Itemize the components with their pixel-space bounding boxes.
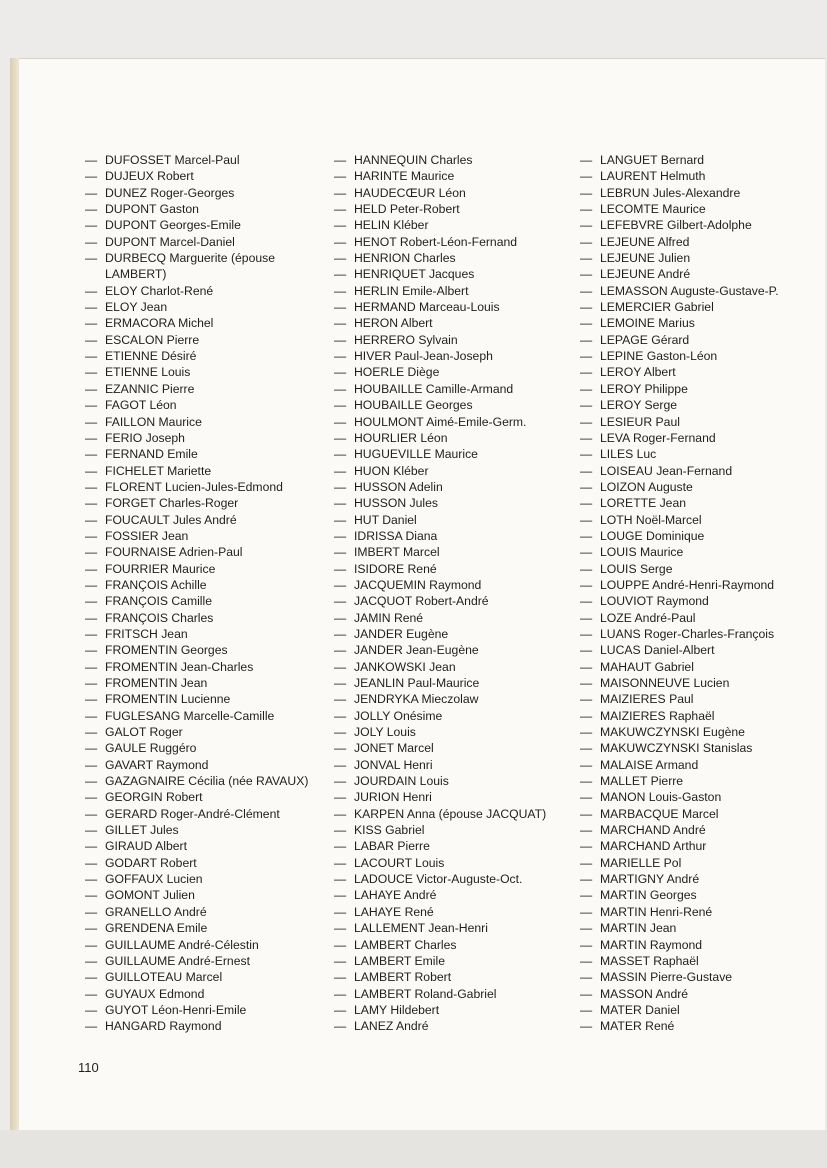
list-item: — LEMASSON Auguste-Gustave-P. [580,283,820,299]
list-item: — DUJEUX Robert [85,168,325,184]
list-item: — LAMBERT Roland-Gabriel [334,986,574,1002]
list-item: — LADOUCE Victor-Auguste-Oct. [334,871,574,887]
list-item: — HIVER Paul-Jean-Joseph [334,348,574,364]
list-item: — GUYAUX Edmond [85,986,325,1002]
list-item: — HERLIN Emile-Albert [334,283,574,299]
list-item: — LEROY Serge [580,397,820,413]
list-item: — ELOY Jean [85,299,325,315]
list-item: — FUGLESANG Marcelle-Camille [85,708,325,724]
list-item: — HOERLE Diège [334,364,574,380]
list-item: — LUCAS Daniel-Albert [580,642,820,658]
name-list-column-2 [334,152,574,1035]
list-item: — HERRERO Sylvain [334,332,574,348]
list-item: — LOISEAU Jean-Fernand [580,463,820,479]
list-item: — LECOMTE Maurice [580,201,820,217]
list-item: — LOIZON Auguste [580,479,820,495]
list-item: — LOUIS Serge [580,561,820,577]
list-item: — LUANS Roger-Charles-François [580,626,820,642]
list-item: — FROMENTIN Jean-Charles [85,659,325,675]
list-item: — MARTIGNY André [580,871,820,887]
list-item: — GILLET Jules [85,822,325,838]
list-item: — KARPEN Anna (épouse JACQUAT) [334,806,574,822]
name-list-column-1 [85,152,325,1035]
list-item: — GUYOT Léon-Henri-Emile [85,1002,325,1018]
list-item: — HANNEQUIN Charles [334,152,574,168]
list-item: — MAIZIERES Paul [580,691,820,707]
list-item: — LANGUET Bernard [580,152,820,168]
list-item: — MATER René [580,1018,820,1034]
list-item: — JANKOWSKI Jean [334,659,574,675]
list-item: — JANDER Eugène [334,626,574,642]
list-item: — EZANNIC Pierre [85,381,325,397]
list-item: — FRITSCH Jean [85,626,325,642]
scan-background [0,1130,827,1168]
book-spine-edge [10,58,19,1130]
list-item: — MALAISE Armand [580,757,820,773]
list-item: — JONVAL Henri [334,757,574,773]
list-item: — MARCHAND Arthur [580,838,820,854]
list-item: — HOUBAILLE Georges [334,397,574,413]
list-item: — JOURDAIN Louis [334,773,574,789]
list-item: — JENDRYKA Mieczolaw [334,691,574,707]
list-item: — HUSSON Adelin [334,479,574,495]
list-item: — FAILLON Maurice [85,414,325,430]
list-item: — GAULE Ruggéro [85,740,325,756]
list-item: — LACOURT Louis [334,855,574,871]
list-item: — FICHELET Mariette [85,463,325,479]
list-item: — GUILLAUME André-Célestin [85,937,325,953]
list-item: — HUON Kléber [334,463,574,479]
list-item: — KISS Gabriel [334,822,574,838]
list-item: — FOSSIER Jean [85,528,325,544]
list-item: — HOURLIER Léon [334,430,574,446]
list-item: — DUPONT Georges-Emile [85,217,325,233]
list-item: — GOMONT Julien [85,887,325,903]
list-item: — LEJEUNE Alfred [580,234,820,250]
list-item: — JACQUEMIN Raymond [334,577,574,593]
list-item: — DUFOSSET Marcel-Paul [85,152,325,168]
list-item: — LEROY Philippe [580,381,820,397]
list-item: — MAKUWCZYNSKI Eugène [580,724,820,740]
list-item: — MARTIN Henri-René [580,904,820,920]
list-item: — GAZAGNAIRE Cécilia (née RAVAUX) [85,773,325,789]
list-item: — FRANÇOIS Camille [85,593,325,609]
list-item: — MARIELLE Pol [580,855,820,871]
list-item: — DURBECQ Marguerite (épouse LAMBERT) [85,250,325,283]
list-item: — FROMENTIN Lucienne [85,691,325,707]
list-item: — GUILLOTEAU Marcel [85,969,325,985]
list-item: — HOULMONT Aimé-Emile-Germ. [334,414,574,430]
list-item: — HERON Albert [334,315,574,331]
list-item: — MAISONNEUVE Lucien [580,675,820,691]
list-item: — HUT Daniel [334,512,574,528]
list-item: — FROMENTIN Jean [85,675,325,691]
list-item: — MANON Louis-Gaston [580,789,820,805]
list-item: — LEPINE Gaston-Léon [580,348,820,364]
list-item: — JEANLIN Paul-Maurice [334,675,574,691]
list-item: — JOLLY Onésime [334,708,574,724]
list-item: — ETIENNE Louis [85,364,325,380]
list-item: — HUSSON Jules [334,495,574,511]
list-item: — LEFEBVRE Gilbert-Adolphe [580,217,820,233]
list-item: — GODART Robert [85,855,325,871]
list-item: — LOTH Noël-Marcel [580,512,820,528]
list-item: — LEVA Roger-Fernand [580,430,820,446]
list-item: — HENRION Charles [334,250,574,266]
list-item: — DUPONT Gaston [85,201,325,217]
list-item: — FOUCAULT Jules André [85,512,325,528]
list-item: — JANDER Jean-Eugène [334,642,574,658]
list-item: — MARTIN Raymond [580,937,820,953]
list-item: — HERMAND Marceau-Louis [334,299,574,315]
list-item: — ERMACORA Michel [85,315,325,331]
list-item: — JAMIN René [334,610,574,626]
list-item: — GERARD Roger-André-Clément [85,806,325,822]
list-item: — JACQUOT Robert-André [334,593,574,609]
list-item: — LAMBERT Emile [334,953,574,969]
list-item: — LANEZ André [334,1018,574,1034]
list-item: — LAURENT Helmuth [580,168,820,184]
list-item: — GRENDENA Emile [85,920,325,936]
list-item: — LEJEUNE André [580,266,820,282]
list-item: — MASSON André [580,986,820,1002]
list-item: — FERIO Joseph [85,430,325,446]
list-item: — MASSET Raphaël [580,953,820,969]
list-item: — FRANÇOIS Charles [85,610,325,626]
list-item: — MAHAUT Gabriel [580,659,820,675]
list-item: — FRANÇOIS Achille [85,577,325,593]
list-item: — HANGARD Raymond [85,1018,325,1034]
list-item: — LOUGE Dominique [580,528,820,544]
list-item: — LEMOINE Marius [580,315,820,331]
list-item: — DUNEZ Roger-Georges [85,185,325,201]
list-item: — HELIN Kléber [334,217,574,233]
list-item: — LAHAYE André [334,887,574,903]
list-item: — LESIEUR Paul [580,414,820,430]
list-item: — LAMBERT Charles [334,937,574,953]
list-item: — MARCHAND André [580,822,820,838]
list-item: — MAIZIERES Raphaël [580,708,820,724]
list-item: — FLORENT Lucien-Jules-Edmond [85,479,325,495]
list-item: — MALLET Pierre [580,773,820,789]
list-item: — GIRAUD Albert [85,838,325,854]
list-item: — LALLEMENT Jean-Henri [334,920,574,936]
list-item: — ELOY Charlot-René [85,283,325,299]
list-item: — ETIENNE Désiré [85,348,325,364]
list-item: — LOUIS Maurice [580,544,820,560]
list-item: — GOFFAUX Lucien [85,871,325,887]
list-item: — MARTIN Georges [580,887,820,903]
list-item: — LOUPPE André-Henri-Raymond [580,577,820,593]
list-item: — LAHAYE René [334,904,574,920]
list-item: — FORGET Charles-Roger [85,495,325,511]
list-item: — HARINTE Maurice [334,168,574,184]
list-item: — HENOT Robert-Léon-Fernand [334,234,574,250]
list-item: — JOLY Louis [334,724,574,740]
list-item: — LORETTE Jean [580,495,820,511]
list-item: — FERNAND Emile [85,446,325,462]
list-item: — FOURRIER Maurice [85,561,325,577]
list-item: — LOZE André-Paul [580,610,820,626]
list-item: — JURION Henri [334,789,574,805]
list-item: — LILES Luc [580,446,820,462]
list-item: — GUILLAUME André-Ernest [85,953,325,969]
list-item: — HELD Peter-Robert [334,201,574,217]
list-item: — HENRIQUET Jacques [334,266,574,282]
list-item: — MARBACQUE Marcel [580,806,820,822]
list-item: — GRANELLO André [85,904,325,920]
list-item: — FAGOT Léon [85,397,325,413]
list-item: — IDRISSA Diana [334,528,574,544]
list-item: — GEORGIN Robert [85,789,325,805]
list-item: — ISIDORE René [334,561,574,577]
list-item: — HOUBAILLE Camille-Armand [334,381,574,397]
list-item: — LABAR Pierre [334,838,574,854]
page-number: 110 [78,1060,99,1075]
list-item: — JONET Marcel [334,740,574,756]
list-item: — LEMERCIER Gabriel [580,299,820,315]
list-item: — LAMBERT Robert [334,969,574,985]
list-item: — FOURNAISE Adrien-Paul [85,544,325,560]
list-item: — GALOT Roger [85,724,325,740]
list-item: — HUGUEVILLE Maurice [334,446,574,462]
list-item: — ESCALON Pierre [85,332,325,348]
list-item: — LOUVIOT Raymond [580,593,820,609]
list-item: — LEJEUNE Julien [580,250,820,266]
list-item: — FROMENTIN Georges [85,642,325,658]
list-item: — LAMY Hildebert [334,1002,574,1018]
name-list-column-3 [580,152,820,1035]
list-item: — LEROY Albert [580,364,820,380]
list-item: — MAKUWCZYNSKI Stanislas [580,740,820,756]
list-item: — LEPAGE Gérard [580,332,820,348]
list-item: — DUPONT Marcel-Daniel [85,234,325,250]
list-item: — MATER Daniel [580,1002,820,1018]
list-item: — HAUDECŒUR Léon [334,185,574,201]
list-item: — IMBERT Marcel [334,544,574,560]
list-item: — MASSIN Pierre-Gustave [580,969,820,985]
list-item: — MARTIN Jean [580,920,820,936]
list-item: — GAVART Raymond [85,757,325,773]
list-item: — LEBRUN Jules-Alexandre [580,185,820,201]
